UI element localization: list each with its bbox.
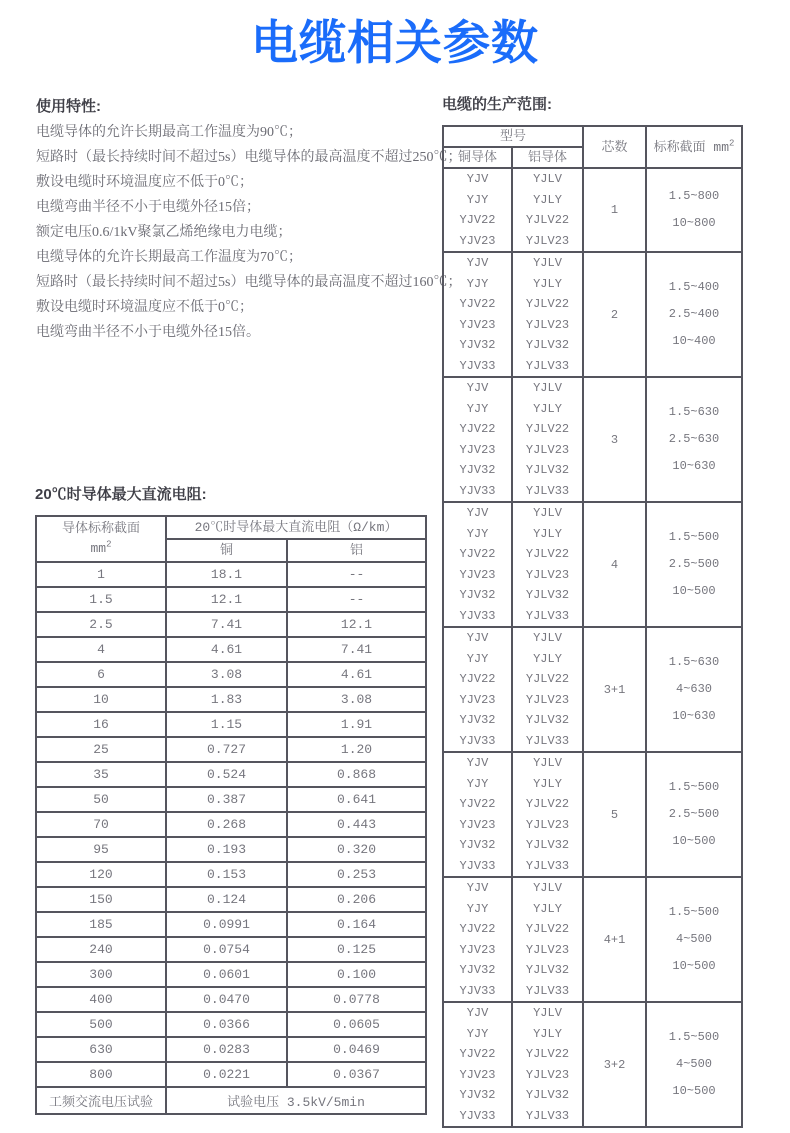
model-code: YJLV32 xyxy=(525,838,570,852)
section-range: 10~630 xyxy=(672,459,716,473)
section-range: 10~400 xyxy=(672,334,716,348)
model-code: YJLV23 xyxy=(525,233,570,248)
section-range: 10~500 xyxy=(672,1084,716,1098)
model-code: YJLV33 xyxy=(525,1108,570,1123)
mm-unit-superscript: 2 xyxy=(106,539,112,550)
resistance-header-row-1 xyxy=(36,516,426,539)
resistance-cell: 0.153 xyxy=(166,862,287,887)
model-code: YJLY xyxy=(533,1026,562,1041)
model-code: YJV32 xyxy=(459,838,496,852)
resistance-section-title: 20℃时导体最大直流电阻: xyxy=(35,486,207,503)
model-code: YJV32 xyxy=(459,588,496,602)
resistance-cell: 185 xyxy=(36,912,166,937)
model-code: YJV23 xyxy=(459,1067,496,1082)
production-table-body xyxy=(443,168,742,1127)
resistance-row xyxy=(36,612,426,637)
model-code: YJLV xyxy=(533,381,562,395)
model-code: YJLV22 xyxy=(525,797,570,811)
sections-cell xyxy=(646,377,742,502)
resistance-cell: 3.08 xyxy=(166,662,287,687)
model-code: YJLY xyxy=(533,276,562,291)
aluminum-models-cell xyxy=(512,752,583,877)
production-section-title: 电缆的生产范围: xyxy=(442,96,552,113)
model-code: YJV32 xyxy=(459,713,496,727)
section-header-superscript: 2 xyxy=(729,138,735,149)
model-code: YJV32 xyxy=(459,338,496,352)
production-row xyxy=(443,502,742,627)
model-code: YJLV xyxy=(533,756,562,770)
copper-models-cell xyxy=(443,377,512,502)
resistance-table-body xyxy=(36,562,426,1087)
model-code: YJV22 xyxy=(459,1047,496,1061)
model-code: YJY xyxy=(466,776,489,791)
model-code: YJY xyxy=(466,901,489,916)
model-code: YJLV23 xyxy=(525,442,570,457)
resistance-cell: 0.164 xyxy=(287,912,426,937)
resistance-cell: 0.253 xyxy=(287,862,426,887)
model-code: YJV xyxy=(466,172,489,186)
sections-cell xyxy=(646,502,742,627)
usage-line: 电缆弯曲半径不小于电缆外径15倍； xyxy=(36,200,260,215)
mm-unit-label: mm xyxy=(90,541,107,556)
model-code: YJV xyxy=(466,631,489,645)
resistance-row xyxy=(36,662,426,687)
model-code: YJLV32 xyxy=(525,713,570,727)
resistance-cell: 0.0605 xyxy=(287,1012,426,1037)
resistance-cell: 0.0470 xyxy=(166,987,287,1012)
aluminum-models-cell xyxy=(512,1002,583,1127)
model-code: YJLV23 xyxy=(525,692,570,707)
model-code: YJLV xyxy=(533,881,562,895)
resistance-row xyxy=(36,762,426,787)
section-range: 1.5~500 xyxy=(668,780,720,794)
production-row xyxy=(443,377,742,502)
model-code: YJLV22 xyxy=(525,422,570,436)
resistance-cell: 0.443 xyxy=(287,812,426,837)
resistance-cell: 240 xyxy=(36,937,166,962)
model-code: YJV xyxy=(466,506,489,520)
production-row xyxy=(443,627,742,752)
model-code: YJV32 xyxy=(459,463,496,477)
resistance-row xyxy=(36,962,426,987)
model-code: YJLV22 xyxy=(525,1047,570,1061)
section-range: 1.5~630 xyxy=(668,655,720,669)
section-range: 2.5~630 xyxy=(668,432,720,446)
resistance-cell: 25 xyxy=(36,737,166,762)
model-code: YJLV33 xyxy=(525,983,570,998)
resistance-cell: 1.20 xyxy=(287,737,426,762)
section-range: 4~500 xyxy=(676,932,713,946)
cores-cell: 3 xyxy=(583,377,646,502)
model-code: YJY xyxy=(466,401,489,416)
model-code: YJLV22 xyxy=(525,213,570,227)
resistance-cell: 35 xyxy=(36,762,166,787)
model-code: YJV33 xyxy=(459,483,496,498)
cores-cell: 4+1 xyxy=(583,877,646,1002)
model-code: YJV32 xyxy=(459,963,496,977)
resistance-cell: 400 xyxy=(36,987,166,1012)
resistance-row xyxy=(36,862,426,887)
model-code: YJLV32 xyxy=(525,588,570,602)
copper-models-cell xyxy=(443,1002,512,1127)
resistance-row xyxy=(36,787,426,812)
model-code: YJLY xyxy=(533,901,562,916)
resistance-cell: 0.0367 xyxy=(287,1062,426,1087)
aluminum-models-cell xyxy=(512,502,583,627)
production-header-row-1 xyxy=(443,126,742,147)
section-range: 4~500 xyxy=(676,1057,713,1071)
resistance-span-header: 20℃时导体最大直流电阻（Ω/km） xyxy=(166,516,426,539)
cores-cell: 5 xyxy=(583,752,646,877)
section-range: 1.5~400 xyxy=(668,280,720,294)
copper-conductor-header: 铜导体 xyxy=(443,147,512,168)
model-code: YJLY xyxy=(533,401,562,416)
model-code: YJLV32 xyxy=(525,963,570,977)
model-code: YJLV33 xyxy=(525,733,570,748)
model-code: YJLV22 xyxy=(525,547,570,561)
model-code: YJV22 xyxy=(459,922,496,936)
model-code: YJV23 xyxy=(459,317,496,332)
resistance-cell: 2.5 xyxy=(36,612,166,637)
production-row xyxy=(443,1002,742,1127)
usage-line: 短路时（最长持续时间不超过5s）电缆导体的最高温度不超过160℃； xyxy=(36,275,462,290)
model-code: YJLV33 xyxy=(525,608,570,623)
resistance-cell: 0.206 xyxy=(287,887,426,912)
resistance-cell: 150 xyxy=(36,887,166,912)
resistance-row xyxy=(36,812,426,837)
usage-line: 敷设电缆时环境温度应不低于0℃； xyxy=(36,175,253,190)
resistance-table-head xyxy=(36,516,426,562)
resistance-cell: 1.5 xyxy=(36,587,166,612)
section-range: 10~630 xyxy=(672,709,716,723)
model-code: YJV33 xyxy=(459,858,496,873)
resistance-cell: 18.1 xyxy=(166,562,287,587)
section-header-label: 标称截面 mm xyxy=(653,139,730,155)
section-range: 1.5~500 xyxy=(668,905,720,919)
model-code: YJV xyxy=(466,756,489,770)
copper-models-cell xyxy=(443,252,512,377)
cores-cell: 4 xyxy=(583,502,646,627)
aluminum-models-cell xyxy=(512,377,583,502)
sections-cell xyxy=(646,252,742,377)
resistance-cell: 120 xyxy=(36,862,166,887)
resistance-cell: 4 xyxy=(36,637,166,662)
aluminum-models-cell xyxy=(512,877,583,1002)
resistance-row xyxy=(36,937,426,962)
model-code: YJLV33 xyxy=(525,483,570,498)
resistance-cell: -- xyxy=(287,562,426,587)
section-range: 4~630 xyxy=(676,682,713,696)
production-table-head xyxy=(443,126,742,168)
conductor-section-header-line2 xyxy=(37,539,165,559)
resistance-cell: 0.868 xyxy=(287,762,426,787)
section-range: 2.5~500 xyxy=(668,807,720,821)
model-code: YJV33 xyxy=(459,358,496,373)
model-code: YJV23 xyxy=(459,567,496,582)
conductor-section-header xyxy=(36,516,166,562)
model-code: YJLV23 xyxy=(525,942,570,957)
section-range: 2.5~400 xyxy=(668,307,720,321)
sections-cell xyxy=(646,877,742,1002)
resistance-cell: 0.0283 xyxy=(166,1037,287,1062)
resistance-cell: 7.41 xyxy=(166,612,287,637)
resistance-cell: 7.41 xyxy=(287,637,426,662)
model-code: YJLY xyxy=(533,651,562,666)
resistance-cell: 4.61 xyxy=(287,662,426,687)
model-code: YJV23 xyxy=(459,817,496,832)
resistance-row xyxy=(36,562,426,587)
resistance-cell: 0.0778 xyxy=(287,987,426,1012)
model-code: YJV22 xyxy=(459,213,496,227)
section-range: 1.5~500 xyxy=(668,530,720,544)
resistance-cell: 0.124 xyxy=(166,887,287,912)
model-code: YJV xyxy=(466,1006,489,1020)
model-code: YJLV xyxy=(533,1006,562,1020)
production-table xyxy=(442,125,743,1128)
sections-cell xyxy=(646,1002,742,1127)
resistance-cell: 800 xyxy=(36,1062,166,1087)
model-code: YJV23 xyxy=(459,692,496,707)
model-code: YJV22 xyxy=(459,547,496,561)
model-code: YJLV xyxy=(533,506,562,520)
model-code: YJV33 xyxy=(459,733,496,748)
production-row xyxy=(443,168,742,252)
usage-line: 电缆导体的允许长期最高工作温度为90℃； xyxy=(36,125,302,140)
section-range: 1.5~500 xyxy=(668,1030,720,1044)
resistance-row xyxy=(36,1012,426,1037)
model-code: YJY xyxy=(466,1026,489,1041)
resistance-cell: 0.0221 xyxy=(166,1062,287,1087)
resistance-row xyxy=(36,1037,426,1062)
model-code: YJLV22 xyxy=(525,922,570,936)
section-range: 1.5~800 xyxy=(668,189,720,203)
usage-line: 短路时（最长持续时间不超过5s）电缆导体的最高温度不超过250℃； xyxy=(36,150,462,165)
resistance-cell: 0.0366 xyxy=(166,1012,287,1037)
usage-lines xyxy=(36,120,462,345)
section-header xyxy=(646,126,742,168)
usage-line: 电缆弯曲半径不小于电缆外径15倍。 xyxy=(36,325,260,340)
model-code: YJLY xyxy=(533,526,562,541)
model-code: YJY xyxy=(466,276,489,291)
section-range: 10~500 xyxy=(672,834,716,848)
resistance-row xyxy=(36,587,426,612)
usage-line: 电缆导体的允许长期最高工作温度为70℃； xyxy=(36,250,302,265)
model-code: YJV33 xyxy=(459,608,496,623)
resistance-cell: 10 xyxy=(36,687,166,712)
model-code: YJLV xyxy=(533,256,562,270)
cores-cell: 2 xyxy=(583,252,646,377)
resistance-row xyxy=(36,837,426,862)
resistance-cell: 0.524 xyxy=(166,762,287,787)
section-range: 10~500 xyxy=(672,584,716,598)
resistance-cell: 0.125 xyxy=(287,937,426,962)
cores-cell: 3+1 xyxy=(583,627,646,752)
model-code: YJV22 xyxy=(459,297,496,311)
model-code: YJLV22 xyxy=(525,297,570,311)
resistance-cell: 0.320 xyxy=(287,837,426,862)
model-code: YJLV xyxy=(533,631,562,645)
model-code: YJV22 xyxy=(459,797,496,811)
model-code: YJLV33 xyxy=(525,358,570,373)
resistance-cell: 95 xyxy=(36,837,166,862)
resistance-cell: 4.61 xyxy=(166,637,287,662)
section-range: 10~800 xyxy=(672,216,716,230)
section-range: 1.5~630 xyxy=(668,405,720,419)
model-code: YJLV32 xyxy=(525,338,570,352)
page-title: 电缆相关参数 xyxy=(251,16,539,69)
resistance-cell: 0.193 xyxy=(166,837,287,862)
resistance-cell: 0.268 xyxy=(166,812,287,837)
model-code: YJY xyxy=(466,651,489,666)
resistance-cell: -- xyxy=(287,587,426,612)
resistance-cell: 12.1 xyxy=(166,587,287,612)
model-code: YJLV23 xyxy=(525,567,570,582)
resistance-row xyxy=(36,1062,426,1087)
resistance-section xyxy=(35,483,427,1115)
resistance-cell: 1.91 xyxy=(287,712,426,737)
usage-line: 额定电压0.6/1kV聚氯乙烯绝缘电力电缆； xyxy=(36,225,292,240)
resistance-cell: 0.387 xyxy=(166,787,287,812)
model-code: YJY xyxy=(466,192,489,207)
voltage-test-label: 工频交流电压试验 xyxy=(36,1087,166,1114)
resistance-cell: 3.08 xyxy=(287,687,426,712)
resistance-cell: 0.100 xyxy=(287,962,426,987)
section-range: 2.5~500 xyxy=(668,557,720,571)
voltage-test-row xyxy=(36,1087,426,1114)
model-code: YJLV22 xyxy=(525,672,570,686)
resistance-cell: 0.0601 xyxy=(166,962,287,987)
copper-models-cell xyxy=(443,627,512,752)
conductor-section-header-line1: 导体标称截面 xyxy=(61,521,140,536)
production-row xyxy=(443,752,742,877)
model-header: 型号 xyxy=(443,126,583,147)
resistance-cell: 0.0469 xyxy=(287,1037,426,1062)
production-row xyxy=(443,877,742,1002)
sections-cell xyxy=(646,168,742,252)
copper-column-header: 铜 xyxy=(166,539,287,562)
model-code: YJLV33 xyxy=(525,858,570,873)
aluminum-models-cell xyxy=(512,168,583,252)
model-code: YJV33 xyxy=(459,983,496,998)
model-code: YJV32 xyxy=(459,1088,496,1102)
model-code: YJV23 xyxy=(459,942,496,957)
sections-cell xyxy=(646,752,742,877)
model-code: YJV23 xyxy=(459,233,496,248)
copper-models-cell xyxy=(443,502,512,627)
resistance-row xyxy=(36,637,426,662)
resistance-cell: 500 xyxy=(36,1012,166,1037)
resistance-row xyxy=(36,737,426,762)
copper-models-cell xyxy=(443,168,512,252)
aluminum-models-cell xyxy=(512,627,583,752)
model-code: YJV xyxy=(466,381,489,395)
aluminum-conductor-header: 铝导体 xyxy=(512,147,583,168)
production-row xyxy=(443,252,742,377)
resistance-cell: 6 xyxy=(36,662,166,687)
resistance-cell: 16 xyxy=(36,712,166,737)
section-range: 10~500 xyxy=(672,959,716,973)
model-code: YJV xyxy=(466,881,489,895)
copper-models-cell xyxy=(443,752,512,877)
resistance-cell: 1.15 xyxy=(166,712,287,737)
resistance-cell: 630 xyxy=(36,1037,166,1062)
model-code: YJLV32 xyxy=(525,463,570,477)
resistance-table-foot xyxy=(36,1087,426,1114)
model-code: YJLY xyxy=(533,776,562,791)
model-code: YJV23 xyxy=(459,442,496,457)
resistance-row xyxy=(36,887,426,912)
model-code: YJV xyxy=(466,256,489,270)
resistance-cell: 0.727 xyxy=(166,737,287,762)
aluminum-column-header: 铝 xyxy=(287,539,426,562)
resistance-cell: 12.1 xyxy=(287,612,426,637)
aluminum-models-cell xyxy=(512,252,583,377)
resistance-cell: 300 xyxy=(36,962,166,987)
model-code: YJY xyxy=(466,526,489,541)
resistance-cell: 1 xyxy=(36,562,166,587)
cores-cell: 3+2 xyxy=(583,1002,646,1127)
resistance-table xyxy=(35,515,427,1115)
resistance-cell: 0.0754 xyxy=(166,937,287,962)
usage-section xyxy=(36,94,462,345)
resistance-row xyxy=(36,687,426,712)
model-code: YJV22 xyxy=(459,672,496,686)
sections-cell xyxy=(646,627,742,752)
copper-models-cell xyxy=(443,877,512,1002)
resistance-cell: 70 xyxy=(36,812,166,837)
model-code: YJV33 xyxy=(459,1108,496,1123)
resistance-cell: 1.83 xyxy=(166,687,287,712)
resistance-cell: 0.0991 xyxy=(166,912,287,937)
resistance-cell: 0.641 xyxy=(287,787,426,812)
model-code: YJLV32 xyxy=(525,1088,570,1102)
model-code: YJLV23 xyxy=(525,317,570,332)
cores-header: 芯数 xyxy=(583,126,646,168)
model-code: YJLV23 xyxy=(525,817,570,832)
resistance-cell: 50 xyxy=(36,787,166,812)
resistance-row xyxy=(36,912,426,937)
production-section xyxy=(442,93,743,1128)
voltage-test-value: 试验电压 3.5kV/5min xyxy=(166,1087,426,1114)
usage-line: 敷设电缆时环境温度应不低于0℃； xyxy=(36,300,253,315)
cores-cell: 1 xyxy=(583,168,646,252)
usage-heading: 使用特性: xyxy=(36,98,101,115)
model-code: YJLV23 xyxy=(525,1067,570,1082)
resistance-row xyxy=(36,712,426,737)
model-code: YJLV xyxy=(533,172,562,186)
model-code: YJLY xyxy=(533,192,562,207)
resistance-row xyxy=(36,987,426,1012)
model-code: YJV22 xyxy=(459,422,496,436)
